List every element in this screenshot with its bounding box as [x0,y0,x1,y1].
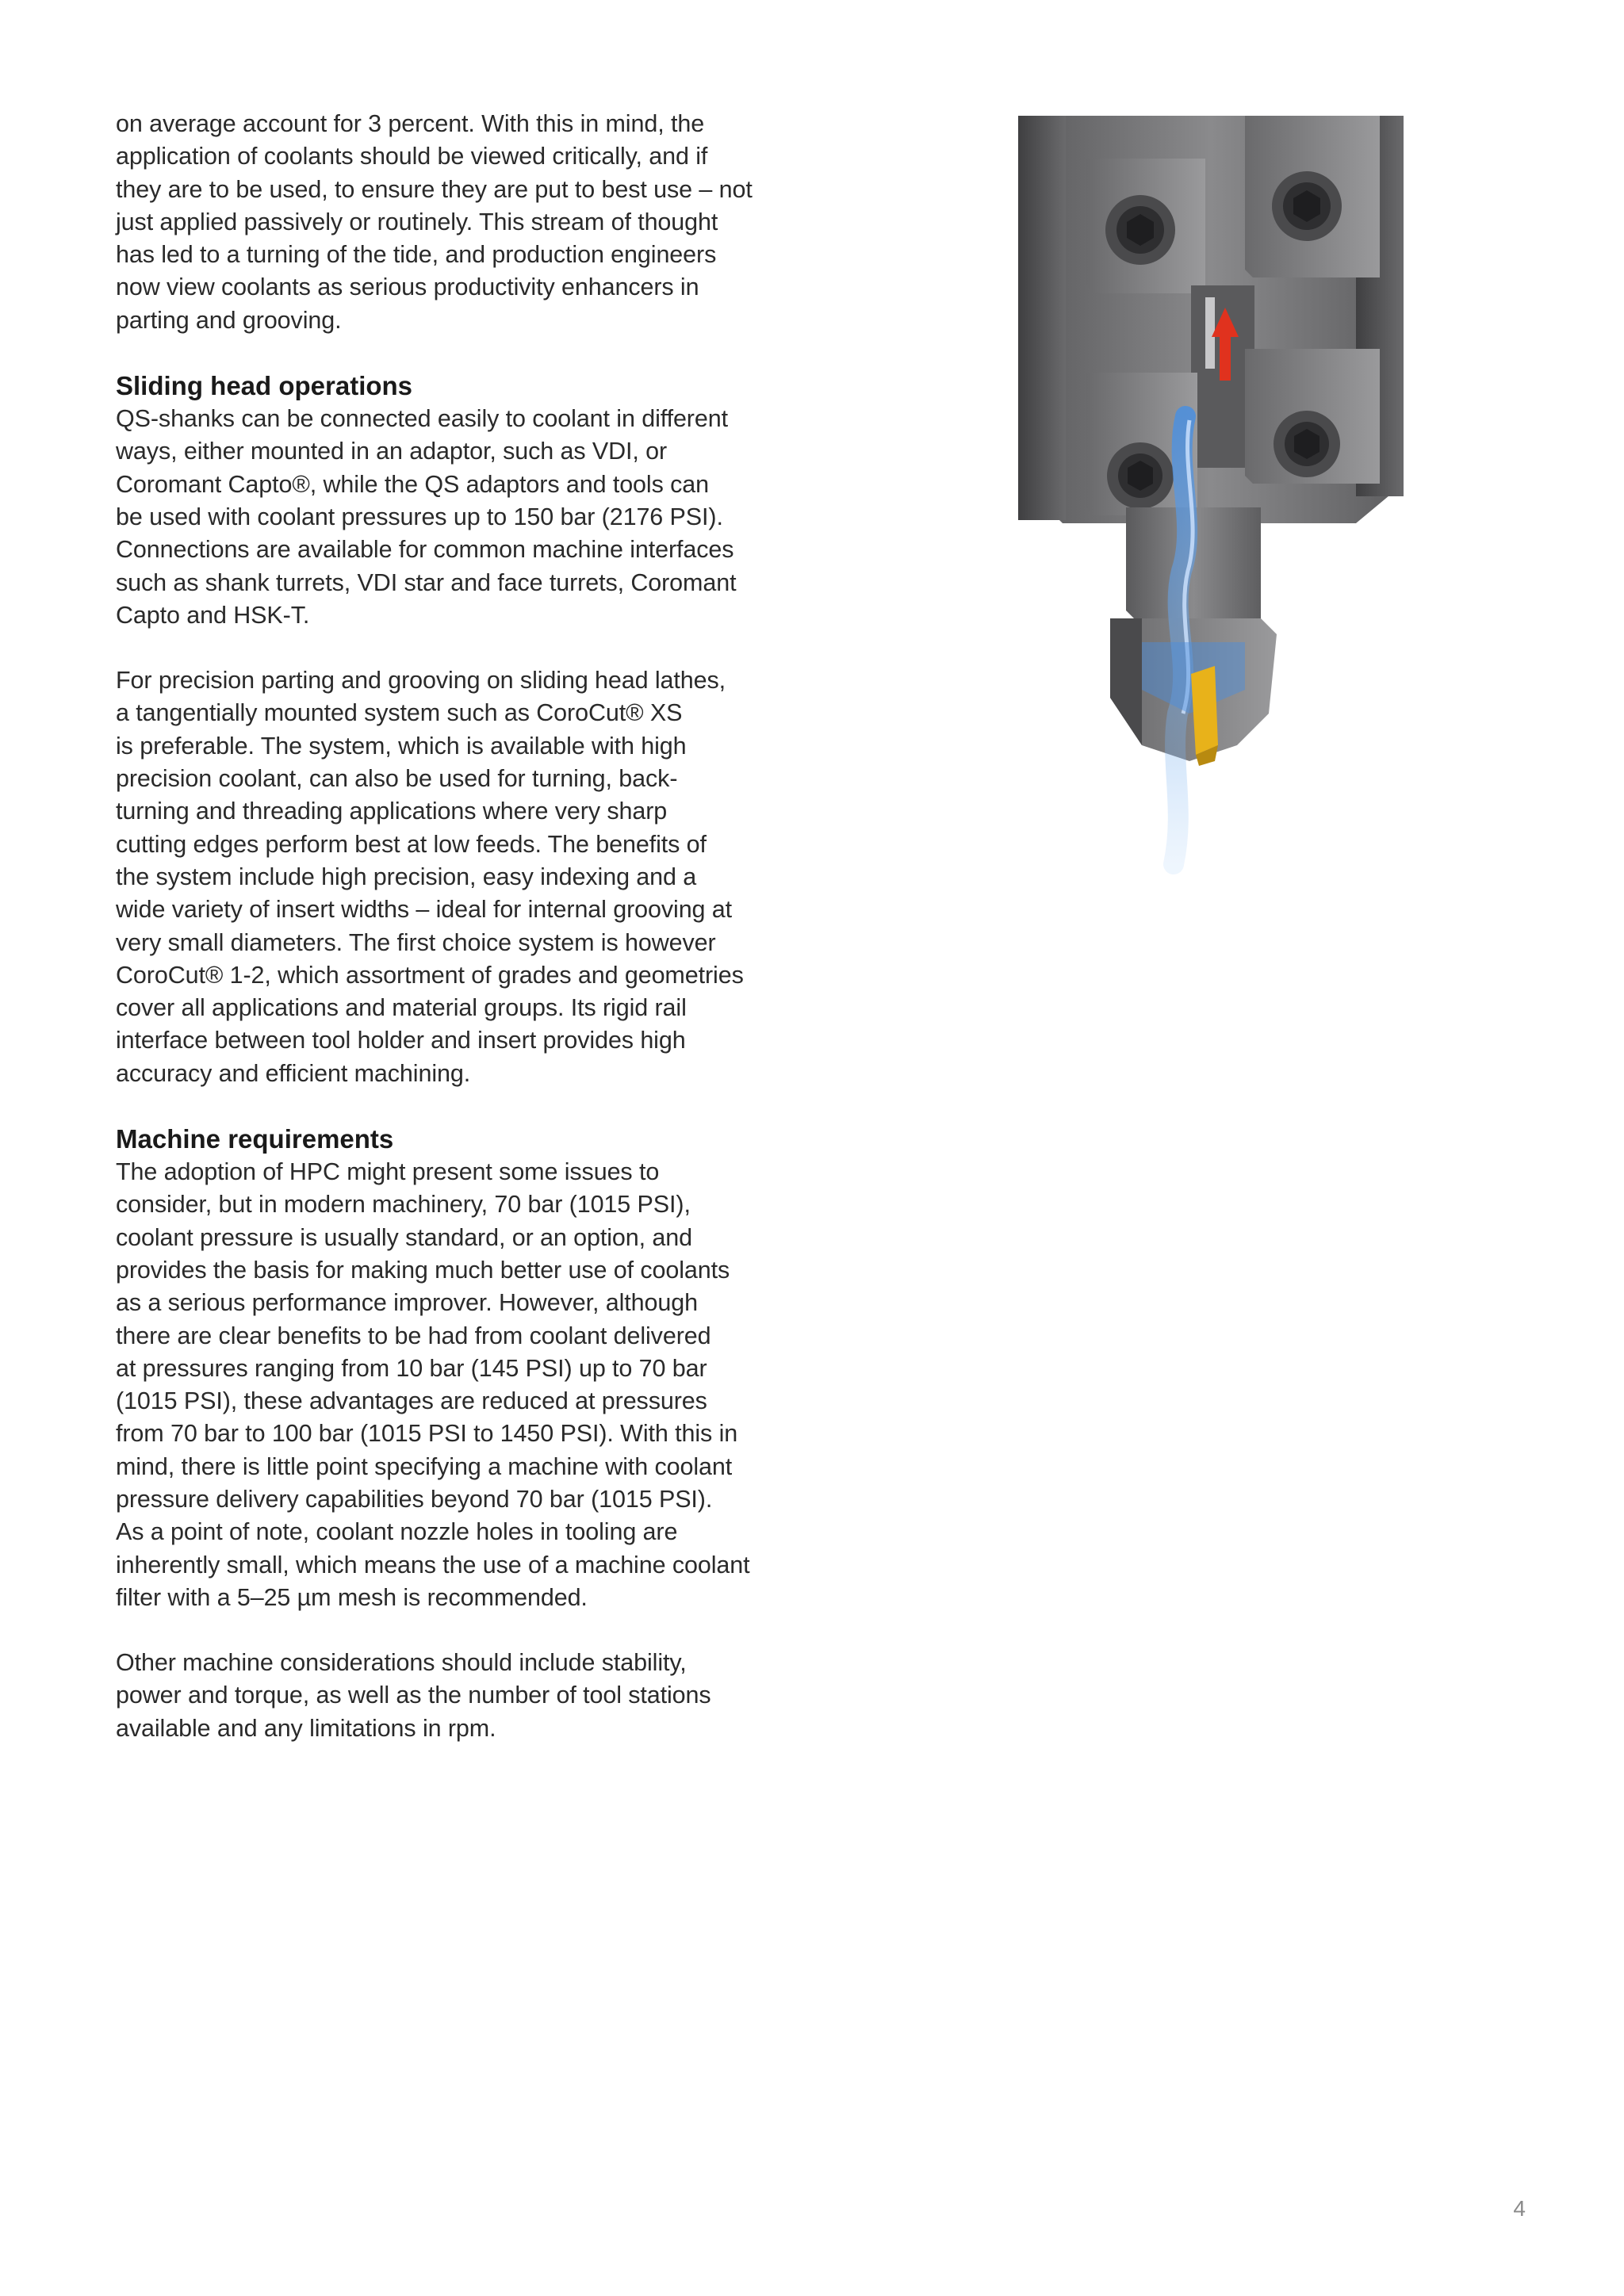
heading-machine-requirements: Machine requirements [116,1124,394,1154]
guide-pin [1205,297,1215,369]
tool-holder-svg [1007,111,1435,888]
tool-holder-illustration [1007,111,1435,888]
paragraph-sliding-head-1: QS-shanks can be connected easily to coolant in different ways, either mounted in an adaptor, such as VDI, or Coromant Capto®, while the QS adaptors and tools can be used with coolant pressures up to 150 bar (2176 PSI). Connections are available for common machine interfaces such as shank turrets, VDI star and face turrets, Coromant Capto and HSK-T. [116,405,737,629]
left-rail [1018,116,1066,520]
page-number: 4 [1513,2196,1526,2221]
bolt-icon [1272,171,1342,241]
paragraph-sliding-head-2: For precision parting and grooving on sliding head lathes, a tangentially mounted system such as CoroCut® XS is preferable. The system, which is available with high precision coolant, can also be used for turning, back- turning and threading applications where very sharp cutting edges perform best at low feeds. The benefits of the system include high precision, easy indexing and a wide variety of insert widths – ideal for internal grooving at very small diameters. The first choice system is however CoroCut® 1-2, which assortment of grades and geometries cover all applications and material groups. Its rigid rail interface between tool holder and insert provides high accuracy and efficient machining. [116,667,744,1087]
heading-sliding-head-operations: Sliding head operations [116,371,413,401]
paragraph-intro: on average account for 3 percent. With this in mind, the application of coolants should be viewed critically, and if they are to be used, to ensure they are put to best use – not just applied passively or routinely. This stream of thought has led to a turning of the tide, and production engineers now view coolants as serious productivity enhancers in parting and grooving. [116,110,753,334]
bolt-icon [1107,442,1174,509]
paragraph-machine-requirements-1: The adoption of HPC might present some issues to consider, but in modern machinery, 70 bar (1015 PSI), coolant pressure is usually standard, or an option, and provides the basis for making much better use of coolants as a serious performance improver. However, although there are clear benefits to be had from coolant delivered at pressures ranging from 10 bar (145 PSI) up to 70 bar (1015 PSI), these advantages are reduced at pressures from 70 bar to 100 bar (1015 PSI to 1450 PSI). With this in mind, there is little point specifying a machine with coolant pressure delivery capabilities beyond 70 bar (1015 PSI). As a point of note, coolant nozzle holes in tooling are inherently small, which means the use of a machine coolant filter with a 5–25 µm mesh is recommended. [116,1158,750,1611]
tool-head-shadow [1110,618,1142,745]
article-text-column [116,108,790,1777]
bolt-icon [1274,411,1340,477]
paragraph-machine-requirements-2: Other machine considerations should include stability, power and torque, as well as the number of tool stations available and any limitations in rpm. [116,1649,711,1742]
bolt-icon [1105,195,1175,265]
cutting-insert [1191,666,1218,755]
